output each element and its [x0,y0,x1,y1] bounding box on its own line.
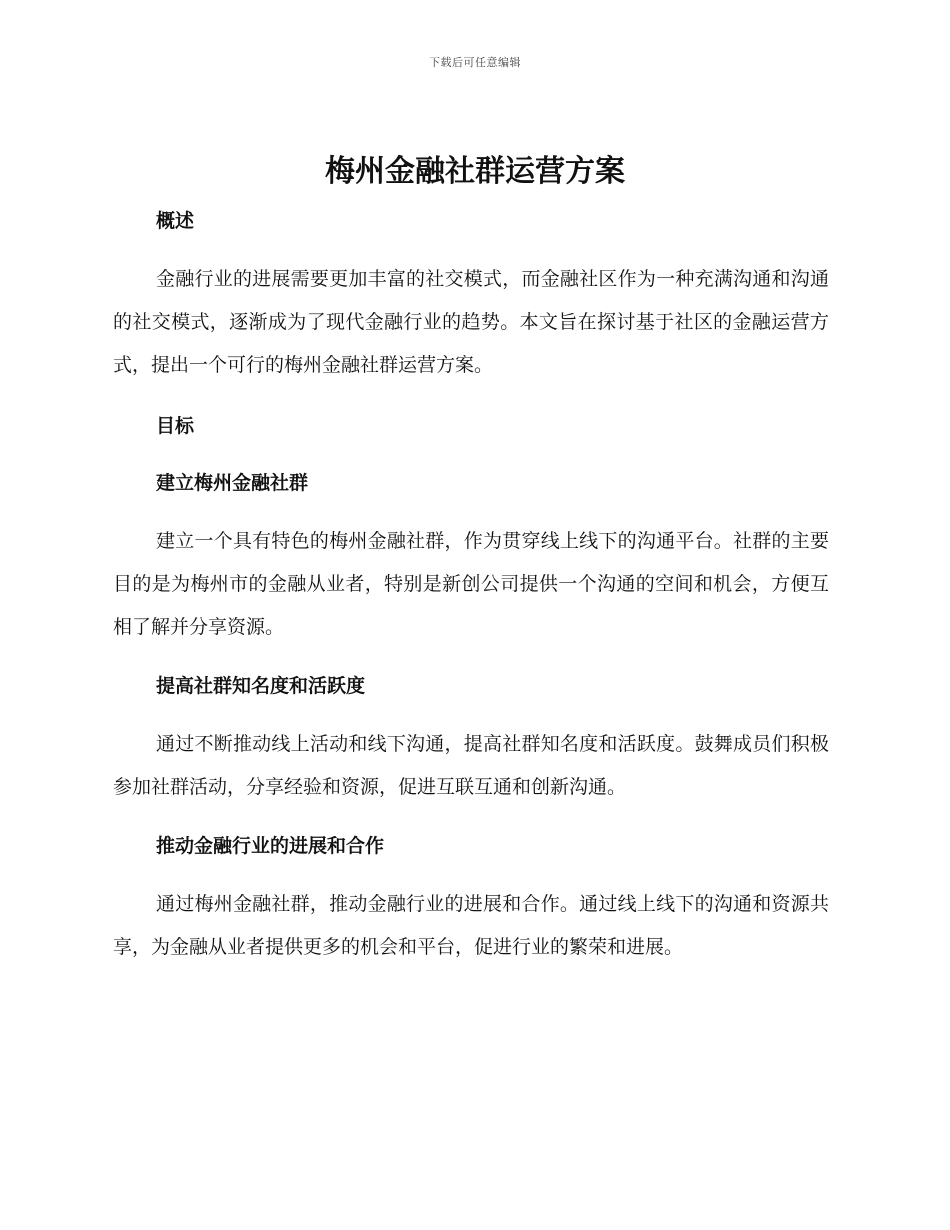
document-title: 梅州金融社群运营方案 [325,154,625,189]
paragraph-build-community: 建立一个具有特色的梅州金融社群，作为贯穿线上线下的沟通平台。社群的主要目的是为梅州市的金融从业者，特别是新创公司提供一个沟通的空间和机会，方便互相了解并分享资源。 [113,530,829,638]
section-heading-overview: 概述 [156,210,195,232]
paragraph-promote-industry: 通过梅州金融社群，推动金融行业的进展和合作。通过线上线下的沟通和资源共享，为金融从业者提供更多的机会和平台，促进行业的繁荣和进展。 [113,893,829,958]
subheading-build-community: 建立梅州金融社群 [156,472,309,494]
paragraph-raise-visibility: 通过不断推动线上活动和线下沟通，提高社群知名度和活跃度。鼓舞成员们积极参加社群活动，分享经验和资源，促进互联互通和创新沟通。 [113,733,829,798]
document-body [113,198,829,969]
section-heading-goals: 目标 [156,415,195,437]
paragraph-overview: 金融行业的进展需要更加丰富的社交模式，而金融社区作为一种充满沟通和沟通的社交模式，逐渐成为了现代金融行业的趋势。本文旨在探讨基于社区的金融运营方式，提出一个可行的梅州金融社群运营方案。 [113,268,829,376]
subheading-raise-visibility: 提高社群知名度和活跃度 [156,675,366,697]
subheading-promote-industry: 推动金融行业的进展和合作 [156,835,385,857]
page-header-note: 下载后可任意编辑 [429,56,521,69]
